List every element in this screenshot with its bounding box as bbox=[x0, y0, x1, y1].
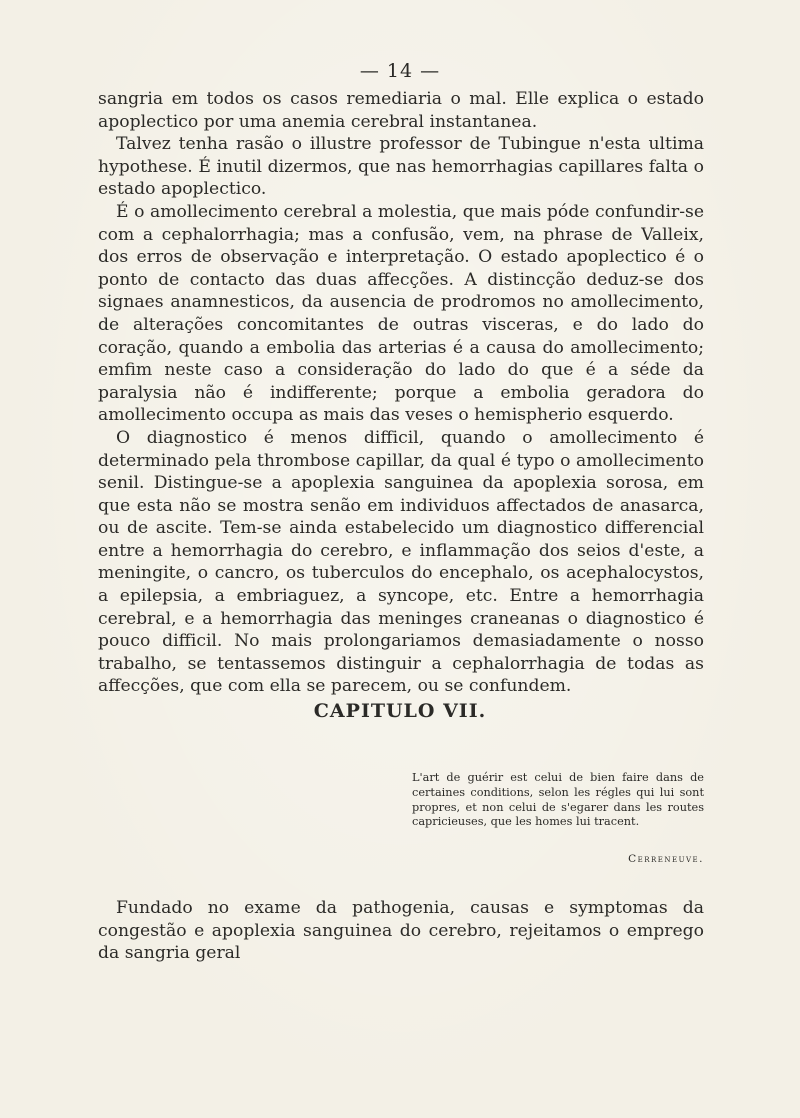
page-number: — 14 — bbox=[359, 60, 441, 82]
body-text-before-chapter bbox=[98, 88, 704, 698]
chapter-heading: CAPITULO VII. bbox=[313, 700, 487, 722]
epigraph-author: Cerreneuve. bbox=[628, 853, 704, 865]
body-text-after-chapter bbox=[98, 897, 704, 965]
paragraph-5: Fundado no exame da pathogenia, causas e symptomas da congestão e apoplexia sanguinea do cerebro, rejeitamos o emprego da sangria geral bbox=[98, 898, 704, 964]
paragraph-2: Talvez tenha rasão o illustre professor de Tubingue n'esta ultima hypothese. É inutil dizermos, que nas hemorrhagias capillares falta o estado apoplectico. bbox=[98, 134, 704, 200]
paragraph-3: É o amollecimento cerebral a molestia, que mais póde confundir-se com a cephalorrhagia; mas a confusão, vem, na phrase de Valleix, dos erros de observação e interpretação. O estado apoplectico é o ponto de contacto das duas affecções. A distincção deduz-se dos signaes anamnesticos, da ausencia de prodromos no amollecimento, de alterações concomitantes de outras visceras, e do lado do coração, quando a embolia das arterias é a causa do amollecimento; emfim neste caso a consideração do lado do que é a séde da paralysia não é indifferente; porque a embolia geradora do amollecimento occupa as mais das veses o hemispherio esquerdo. bbox=[98, 201, 704, 426]
chapter-epigraph: L'art de guérir est celui de bien faire dans de certaines conditions, selon les régles qui lui sont propres, et non celui de s'egarer dans les routes capricieuses, que les homes lui tracent. bbox=[412, 771, 704, 829]
paragraph-1: sangria em todos os casos remediaria o mal. Elle explica o estado apoplectico por uma anemia cerebral instantanea. bbox=[98, 89, 704, 132]
paragraph-4: O diagnostico é menos difficil, quando o amollecimento é determinado pela thrombose capillar, da qual é typo o amollecimento senil. Distingue-se a apoplexia sanguinea da apoplexia sorosa, em que esta não se mostra senão em individuos affectados de anasarca, ou de ascite. Tem-se ainda estabelecido um diagnostico differencial entre a hemorrhagia do cerebro, e inflammação dos seios d'este, a meningite, o cancro, os tuberculos do encephalo, os acephalocystos, a epilepsia, a embriaguez, a syncope, etc. Entre a hemorrhagia cerebral, e a hemorrhagia das meninges craneanas o diagnostico é pouco difficil. No mais prolongariamos demasiadamente o nosso trabalho, se tentassemos distinguir a cephalorrhagia de todas as affecções, que com ella se parecem, ou se confundem. bbox=[98, 427, 704, 697]
